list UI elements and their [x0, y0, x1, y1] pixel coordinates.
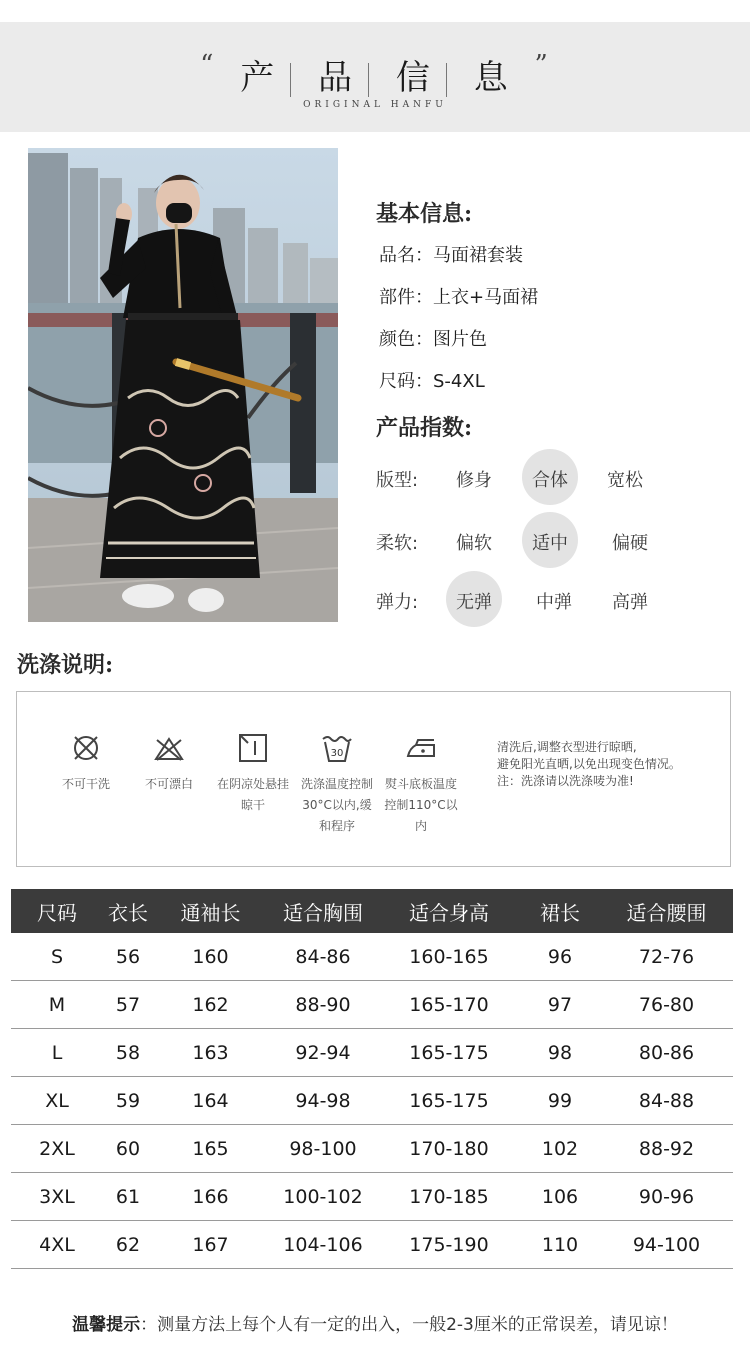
footer-tip-label: 温馨提示 — [72, 1315, 141, 1335]
care-label: 不可漂白 — [144, 777, 193, 791]
care-item — [295, 732, 379, 837]
header-top-length: 衣长 — [103, 889, 153, 933]
fit-option-selected: 合体 — [532, 470, 568, 491]
wash-30-icon — [320, 732, 354, 764]
page-title — [0, 50, 750, 99]
table-row: S 56 160 84-86 160-165 96 72-76 — [11, 933, 733, 981]
title-char: 息 — [473, 58, 510, 98]
softness-option: 偏硬 — [612, 533, 648, 554]
elasticity-label: 弹力: — [376, 592, 419, 613]
elasticity-option: 中弹 — [536, 592, 572, 613]
product-photo — [28, 148, 338, 622]
close-quote: ” — [534, 50, 550, 80]
title-char: 产 — [240, 58, 277, 98]
header-waist: 适合腰围 — [600, 889, 733, 933]
title-char: 品 — [318, 58, 355, 98]
softness-option-selected: 适中 — [532, 533, 568, 554]
fit-option: 修身 — [456, 470, 492, 491]
washing-panel — [16, 691, 731, 867]
washing-title: 洗涤说明: — [17, 652, 114, 678]
page-subtitle: ORIGINAL HANFU — [303, 100, 447, 110]
basic-info-heading: 基本信息: — [376, 201, 473, 227]
footer-tip-text: ：测量方法上每个人有一定的出入，一般2-3厘米的正常误差，请见谅！ — [140, 1315, 678, 1335]
table-row: L 58 163 92-94 165-175 98 80-86 — [11, 1029, 733, 1077]
info-name: 品名：马面裙套装 — [379, 245, 523, 266]
title-divider — [290, 63, 291, 97]
iron-low-icon — [404, 732, 438, 764]
header-chest: 适合胸围 — [268, 889, 378, 933]
care-item — [44, 732, 128, 795]
header-height: 适合身高 — [378, 889, 520, 933]
elasticity-option: 高弹 — [612, 592, 648, 613]
title-divider — [368, 63, 369, 97]
header-size: 尺码 — [11, 889, 103, 933]
no-dry-clean-icon — [70, 732, 102, 764]
header-sleeve-length: 通袖长 — [153, 889, 268, 933]
wash-temp-badge: 30 — [330, 748, 344, 759]
care-item — [211, 732, 295, 816]
size-table-header — [11, 889, 733, 933]
care-label: 不可干洗 — [61, 777, 110, 791]
softness-label: 柔软: — [376, 533, 419, 554]
washing-note: 清洗后,调整衣型进行晾晒, 避免阳光直晒,以免出现变色情况。 注：洗涤请以洗涤唛为准! — [497, 740, 681, 788]
care-item — [127, 732, 211, 795]
fit-option: 宽松 — [607, 470, 643, 491]
footer-tip — [0, 1310, 750, 1335]
table-row: XL 59 164 94-98 165-175 99 84-88 — [11, 1077, 733, 1125]
table-row: M 57 162 88-90 165-170 97 76-80 — [11, 981, 733, 1029]
softness-option: 偏软 — [456, 533, 492, 554]
fit-label: 版型: — [376, 470, 419, 491]
header-skirt-length: 裙长 — [520, 889, 600, 933]
table-row: 3XL 61 166 100-102 170-185 106 90-96 — [11, 1173, 733, 1221]
open-quote: “ — [200, 50, 216, 80]
info-size: 尺码：S-4XL — [379, 371, 485, 392]
table-row: 4XL 62 167 104-106 175-190 110 94-100 — [11, 1221, 733, 1269]
header-banner — [0, 22, 750, 132]
title-divider — [446, 63, 447, 97]
care-label: 洗涤温度控制 30°C以内,缓 和程序 — [300, 777, 373, 833]
care-label: 熨斗底板温度 控制110°C以 内 — [384, 777, 458, 833]
table-row: 2XL 60 165 98-100 170-180 102 88-92 — [11, 1125, 733, 1173]
shade-hang-dry-icon — [237, 732, 269, 764]
care-item — [379, 732, 463, 837]
no-bleach-icon — [153, 732, 185, 764]
title-char: 信 — [395, 58, 432, 98]
elasticity-option-selected: 无弹 — [456, 592, 492, 613]
info-color: 颜色：图片色 — [379, 329, 487, 350]
info-parts: 部件：上衣+马面裙 — [379, 287, 539, 308]
product-index-heading: 产品指数: — [376, 415, 473, 441]
model-illustration — [28, 148, 338, 622]
size-table — [11, 889, 733, 1269]
care-label: 在阴凉处悬挂 晾干 — [216, 777, 289, 812]
